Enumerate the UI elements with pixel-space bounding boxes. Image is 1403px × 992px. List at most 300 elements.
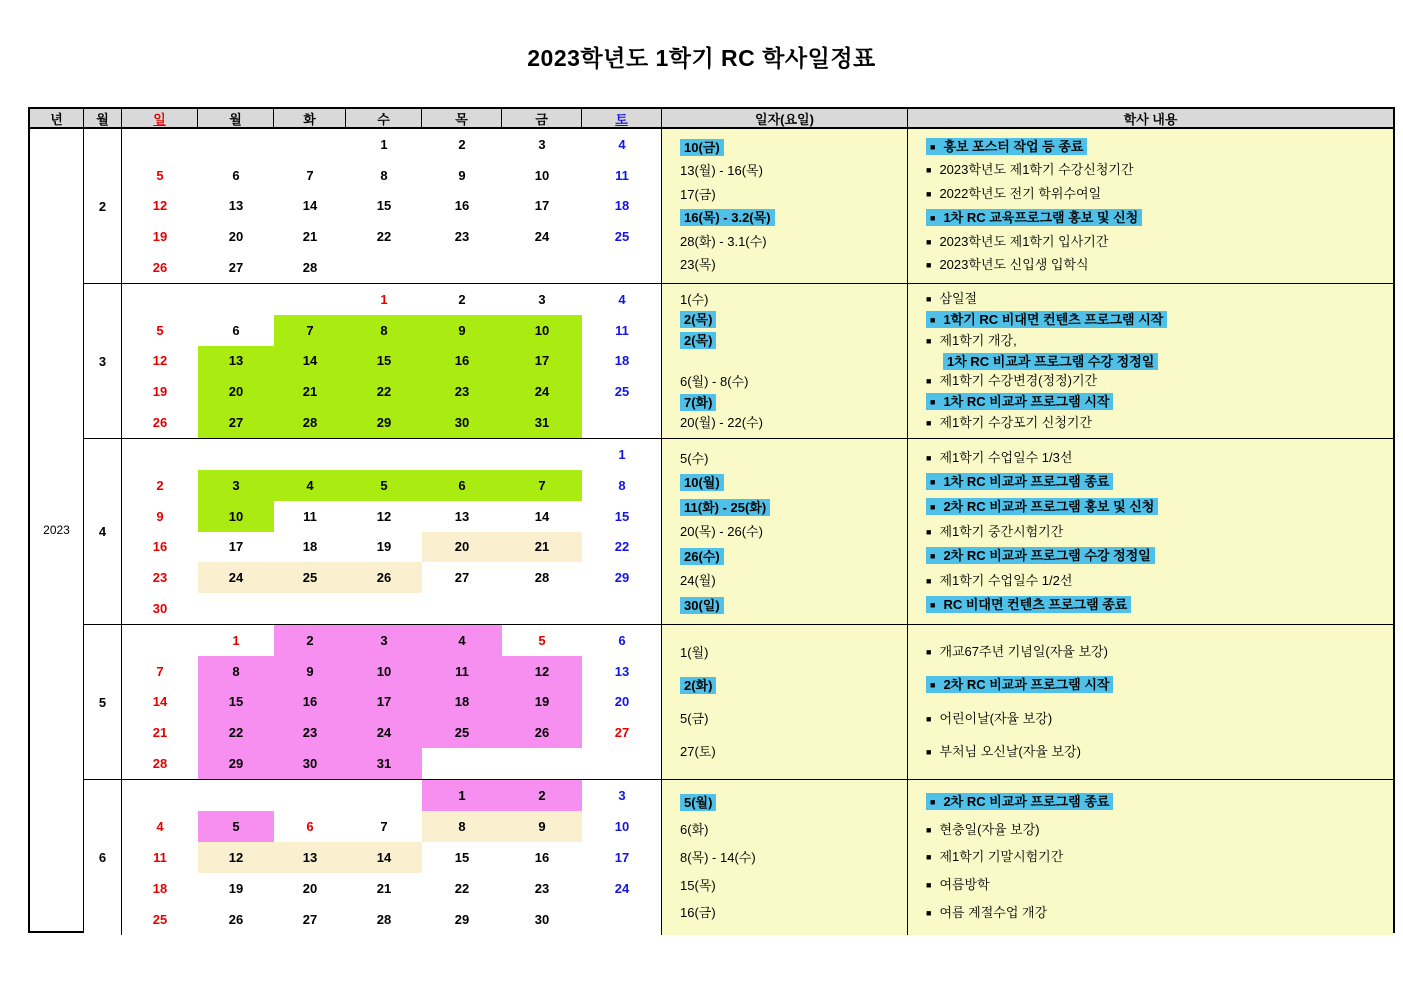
- day-cell: [582, 842, 662, 873]
- day-cell: [346, 625, 422, 656]
- day-number: 6: [232, 167, 240, 183]
- day-number: 15: [614, 508, 630, 524]
- day-number: 3: [232, 477, 240, 493]
- day-cell: [198, 376, 274, 407]
- day-cell: [582, 873, 662, 904]
- day-number: 1: [618, 446, 626, 462]
- content-item: [926, 311, 1389, 329]
- content-list: [908, 284, 1393, 438]
- day-cell: [502, 470, 582, 501]
- month-rows: [84, 129, 1393, 935]
- day-number: 20: [228, 384, 244, 400]
- day-cell-empty: [346, 593, 422, 624]
- day-number: 17: [534, 198, 550, 214]
- day-number: 16: [302, 694, 318, 710]
- day-cell: [198, 842, 274, 873]
- day-cell: [422, 717, 502, 748]
- day-cell: [274, 160, 346, 191]
- day-number: 10: [376, 663, 392, 679]
- day-cell: [582, 562, 662, 593]
- content-item: [926, 572, 1389, 590]
- day-cell-empty: [582, 407, 662, 438]
- content-item: [926, 332, 1389, 350]
- content-item: [926, 393, 1389, 411]
- bullet-icon: ■: [926, 908, 932, 919]
- day-number: 28: [376, 912, 392, 927]
- content-item: [926, 793, 1389, 811]
- day-number: 18: [614, 353, 630, 369]
- content-item: [926, 848, 1389, 866]
- day-cell: [582, 470, 662, 501]
- day-cell: [422, 842, 502, 873]
- day-cell: [198, 346, 274, 377]
- day-cell: [122, 562, 198, 593]
- date-text: 5(월): [680, 794, 716, 811]
- day-cell: [582, 501, 662, 532]
- day-number: 20: [302, 881, 318, 896]
- day-number: 7: [538, 477, 546, 493]
- day-cell-empty: [502, 748, 582, 779]
- day-number: 9: [306, 663, 314, 679]
- day-cell: [346, 470, 422, 501]
- day-number: 5: [156, 167, 164, 183]
- day-cell: [422, 532, 502, 563]
- bullet-icon: ■: [930, 212, 936, 223]
- day-cell: [346, 129, 422, 160]
- day-number: 12: [152, 198, 168, 214]
- day-cell: [198, 625, 274, 656]
- table-main: [84, 109, 1393, 931]
- bullet-icon: ■: [926, 293, 932, 304]
- day-number: 26: [228, 912, 244, 927]
- day-cell: [346, 501, 422, 532]
- day-number: 10: [534, 167, 550, 183]
- date-text: 13(월) - 16(목): [680, 163, 763, 179]
- day-number: 30: [152, 601, 168, 617]
- month-label: 2: [84, 129, 122, 283]
- day-cell: [582, 811, 662, 842]
- bullet-icon: ■: [926, 647, 932, 658]
- content-item: [926, 353, 1389, 370]
- day-cell: [198, 407, 274, 438]
- day-cell: [198, 252, 274, 283]
- date-item: [680, 162, 903, 179]
- day-number: 4: [618, 291, 626, 307]
- date-item: [680, 291, 903, 308]
- bullet-icon: ■: [930, 397, 936, 408]
- day-number: 31: [534, 415, 550, 431]
- day-number: 19: [376, 539, 392, 555]
- month-row-2: [84, 129, 1393, 284]
- header-label: 월: [96, 111, 109, 127]
- day-number: 14: [302, 198, 318, 214]
- header-label: 토: [615, 111, 628, 127]
- day-number: 2: [458, 136, 466, 152]
- day-cell: [198, 160, 274, 191]
- content-text: 1차 RC 비교과 프로그램 시작: [943, 394, 1110, 410]
- day-cell: [274, 625, 346, 656]
- day-cell: [422, 873, 502, 904]
- day-cell: [122, 376, 198, 407]
- day-number: 21: [376, 881, 392, 896]
- bullet-icon: ■: [926, 189, 932, 200]
- day-cell: [122, 593, 198, 624]
- day-cell-empty: [122, 439, 198, 470]
- day-number: 22: [614, 539, 630, 555]
- date-item: [680, 877, 903, 894]
- content-item: [926, 596, 1389, 614]
- day-number: 26: [152, 260, 168, 276]
- day-number: 16: [534, 850, 550, 865]
- content-item: [926, 904, 1389, 922]
- day-cell-empty: [346, 252, 422, 283]
- day-number: 2: [156, 477, 164, 493]
- day-number: 26: [534, 725, 550, 741]
- date-item: [680, 572, 903, 589]
- day-number: 20: [614, 694, 630, 710]
- day-cell: [422, 501, 502, 532]
- day-number: 19: [152, 229, 168, 245]
- day-number: 27: [302, 912, 318, 927]
- day-cell: [346, 873, 422, 904]
- day-number: 4: [458, 632, 466, 648]
- day-cell: [274, 470, 346, 501]
- day-cell-empty: [502, 593, 582, 624]
- day-number: 11: [455, 663, 469, 679]
- content-text: 제1학기 기말시험기간: [939, 849, 1064, 865]
- date-item: [680, 450, 903, 467]
- day-number: 11: [303, 508, 317, 524]
- day-number: 7: [306, 167, 314, 183]
- date-text: 20(월) - 22(수): [680, 415, 763, 431]
- day-number: 27: [614, 725, 630, 741]
- day-cell: [122, 470, 198, 501]
- date-item: [680, 256, 903, 273]
- content-text: 1차 RC 비교과 프로그램 종료: [943, 474, 1110, 490]
- content-list: [908, 439, 1393, 624]
- day-cell: [346, 687, 422, 718]
- bullet-icon: ■: [926, 880, 932, 891]
- day-number: 1: [380, 291, 388, 307]
- content-text: 어린이날(자율 보강): [939, 710, 1053, 726]
- date-text: 24(월): [680, 573, 716, 588]
- day-cell: [122, 315, 198, 346]
- day-cell-empty: [198, 780, 274, 811]
- day-number: 13: [302, 850, 318, 865]
- date-text: 26(수): [680, 548, 724, 565]
- day-cell: [274, 717, 346, 748]
- content-text: 1차 RC 비교과 프로그램 수강 정정일: [947, 353, 1155, 369]
- bullet-icon: ■: [926, 575, 932, 586]
- day-number: 6: [306, 819, 314, 834]
- day-cell: [346, 346, 422, 377]
- day-number: 25: [302, 570, 318, 586]
- day-number: 27: [228, 415, 244, 431]
- day-cell: [122, 748, 198, 779]
- bullet-icon: ■: [930, 314, 936, 325]
- day-number: 17: [614, 850, 630, 865]
- content-item: [926, 161, 1389, 179]
- day-number: 8: [232, 663, 240, 679]
- day-number: 30: [454, 415, 470, 431]
- day-number: 21: [302, 229, 318, 245]
- content-item: [926, 676, 1389, 694]
- day-number: 3: [538, 291, 546, 307]
- day-cell-empty: [346, 780, 422, 811]
- content-text: 2차 RC 비교과 프로그램 홍보 및 신청: [943, 498, 1155, 514]
- day-cell: [502, 315, 582, 346]
- content-text: RC 비대면 컨텐츠 프로그램 종료: [943, 597, 1128, 613]
- content-text: 2023학년도 제1학기 입사기간: [939, 233, 1109, 249]
- date-item: [680, 523, 903, 540]
- content-list: [908, 129, 1393, 283]
- content-text: 2차 RC 비교과 프로그램 수강 정정일: [943, 548, 1151, 564]
- day-cell-empty: [582, 904, 662, 935]
- day-cell: [122, 191, 198, 222]
- day-cell-empty: [422, 593, 502, 624]
- day-cell: [502, 221, 582, 252]
- day-cell: [346, 160, 422, 191]
- date-text: 6(화): [680, 822, 709, 838]
- day-number: 8: [380, 322, 388, 338]
- day-number: 30: [534, 912, 550, 927]
- date-text: 20(목) - 26(수): [680, 524, 763, 539]
- date-list: [662, 129, 908, 283]
- day-cell: [122, 407, 198, 438]
- date-item: [680, 311, 903, 328]
- day-number: 21: [152, 725, 168, 741]
- date-item: [680, 849, 903, 866]
- day-number: 17: [534, 353, 550, 369]
- date-text: 2(목): [680, 332, 716, 349]
- day-cell: [274, 873, 346, 904]
- day-cell-empty: [122, 129, 198, 160]
- header-cell-1: [122, 109, 198, 129]
- day-number: 19: [228, 881, 244, 896]
- day-cell: [582, 346, 662, 377]
- day-number: 3: [380, 632, 388, 648]
- day-number: 4: [306, 477, 314, 493]
- day-number: 15: [454, 850, 470, 865]
- day-cell: [198, 811, 274, 842]
- date-item: [680, 710, 903, 727]
- day-number: 23: [454, 229, 470, 245]
- day-cell: [198, 532, 274, 563]
- day-number: 10: [614, 819, 630, 834]
- day-number: 11: [615, 167, 629, 183]
- day-cell-empty: [582, 748, 662, 779]
- day-number: 5: [538, 632, 546, 648]
- day-number: 6: [458, 477, 466, 493]
- bullet-icon: ■: [930, 600, 936, 611]
- day-cell: [502, 532, 582, 563]
- day-number: 4: [618, 136, 626, 152]
- day-number: 9: [458, 322, 466, 338]
- day-cell: [502, 346, 582, 377]
- date-item: [680, 743, 903, 760]
- day-number: 25: [614, 384, 630, 400]
- bullet-icon: ■: [926, 418, 932, 429]
- day-number: 12: [152, 353, 168, 369]
- day-cell: [346, 562, 422, 593]
- day-number: 22: [228, 725, 244, 741]
- day-cell: [422, 376, 502, 407]
- month-row-4: [84, 439, 1393, 625]
- content-item: [926, 185, 1389, 203]
- content-item: [926, 498, 1389, 516]
- content-item: [926, 743, 1389, 761]
- day-cell: [198, 873, 274, 904]
- content-item: [926, 372, 1389, 390]
- day-number: 25: [152, 912, 168, 927]
- day-number: 19: [534, 694, 550, 710]
- day-cell-empty: [274, 439, 346, 470]
- header-label: 화: [303, 111, 316, 127]
- day-cell: [198, 501, 274, 532]
- day-cell-empty: [122, 625, 198, 656]
- day-number: 24: [228, 570, 244, 586]
- day-cell-empty: [274, 593, 346, 624]
- date-text: 16(목) - 3.2(목): [680, 209, 775, 226]
- bullet-icon: ■: [926, 236, 932, 247]
- date-text: 16(금): [680, 905, 716, 921]
- month-row-5: [84, 625, 1393, 780]
- day-cell: [582, 191, 662, 222]
- content-text: 2022학년도 전기 학위수여일: [939, 186, 1102, 202]
- date-item: [680, 209, 903, 226]
- day-cell: [582, 532, 662, 563]
- day-cell: [582, 129, 662, 160]
- day-number: 31: [376, 756, 392, 772]
- date-item: [680, 474, 903, 491]
- bullet-icon: ■: [926, 824, 932, 835]
- date-text: 2(목): [680, 311, 716, 328]
- day-cell: [274, 252, 346, 283]
- day-cell: [122, 904, 198, 935]
- header-label: 목: [455, 111, 468, 127]
- day-number: 18: [614, 198, 630, 214]
- date-text: 23(목): [680, 257, 716, 273]
- day-number: 29: [614, 570, 630, 586]
- day-number: 28: [534, 570, 550, 586]
- day-cell: [274, 191, 346, 222]
- day-number: 18: [302, 539, 318, 555]
- day-number: 13: [614, 663, 630, 679]
- day-cell: [422, 284, 502, 315]
- day-number: 29: [376, 415, 392, 431]
- content-text: 제1학기 수강포기 신청기간: [939, 415, 1093, 431]
- day-cell: [502, 717, 582, 748]
- day-cell: [346, 748, 422, 779]
- date-item: [680, 597, 903, 614]
- year-value: 2023: [43, 523, 70, 537]
- day-cell-empty: [122, 780, 198, 811]
- day-number: 4: [156, 819, 164, 834]
- content-text: 개교67주년 기념일(자율 보강): [939, 644, 1108, 660]
- day-number: 23: [152, 570, 168, 586]
- month-row-3: [84, 284, 1393, 439]
- day-cell-empty: [198, 593, 274, 624]
- content-text: 제1학기 중간시험기간: [939, 523, 1064, 539]
- day-cell: [582, 221, 662, 252]
- date-text: 1(월): [680, 645, 709, 660]
- date-item: [680, 332, 903, 349]
- day-cell-empty: [502, 439, 582, 470]
- day-number: 8: [458, 819, 466, 834]
- day-number: 23: [454, 384, 470, 400]
- bullet-icon: ■: [930, 141, 936, 152]
- day-number: 9: [156, 508, 164, 524]
- day-cell: [422, 904, 502, 935]
- day-cell: [422, 780, 502, 811]
- day-cell: [582, 717, 662, 748]
- day-number: 16: [152, 539, 168, 555]
- date-item: [680, 794, 903, 811]
- day-number: 5: [232, 819, 240, 834]
- header-row: [84, 109, 1393, 129]
- content-text: 삼일절: [939, 290, 978, 306]
- day-cell: [582, 160, 662, 191]
- day-cell: [346, 656, 422, 687]
- bullet-icon: ■: [930, 796, 936, 807]
- day-number: 3: [538, 136, 546, 152]
- day-cell: [346, 811, 422, 842]
- day-number: 12: [376, 508, 392, 524]
- header-cell-4: [346, 109, 422, 129]
- date-text: 30(일): [680, 597, 724, 614]
- day-cell: [198, 656, 274, 687]
- day-number: 28: [302, 415, 318, 431]
- day-cell: [198, 904, 274, 935]
- day-number: 18: [454, 694, 470, 710]
- day-cell: [274, 656, 346, 687]
- day-cell: [502, 811, 582, 842]
- day-cell: [502, 904, 582, 935]
- day-cell-empty: [198, 129, 274, 160]
- day-cell: [422, 811, 502, 842]
- page-title: 2023학년도 1학기 RC 학사일정표: [527, 45, 876, 71]
- day-cell: [502, 873, 582, 904]
- header-cell-3: [274, 109, 346, 129]
- day-cell: [346, 376, 422, 407]
- day-cell: [198, 191, 274, 222]
- day-cell: [422, 346, 502, 377]
- content-text: 제1학기 수업일수 1/2선: [939, 572, 1073, 588]
- bullet-icon: ■: [926, 376, 932, 387]
- date-item: [680, 644, 903, 661]
- day-number: 23: [302, 725, 318, 741]
- content-text: 제1학기 수업일수 1/3선: [939, 449, 1073, 465]
- header-label: 일자(요일): [755, 111, 814, 127]
- date-text: 5(수): [680, 450, 709, 466]
- day-number: 6: [232, 322, 240, 338]
- content-item: [926, 290, 1389, 308]
- date-text: 27(토): [680, 744, 716, 759]
- day-number: 14: [376, 850, 392, 865]
- month-calendar: [122, 129, 662, 283]
- content-item: [926, 547, 1389, 565]
- day-cell: [198, 687, 274, 718]
- day-cell: [346, 842, 422, 873]
- bullet-icon: ■: [926, 526, 932, 537]
- day-cell: [198, 315, 274, 346]
- day-cell: [502, 625, 582, 656]
- bullet-icon: ■: [926, 746, 932, 757]
- date-text: 17(금): [680, 186, 716, 202]
- day-number: 15: [376, 353, 392, 369]
- day-number: 1: [458, 788, 466, 803]
- day-cell-empty: [422, 439, 502, 470]
